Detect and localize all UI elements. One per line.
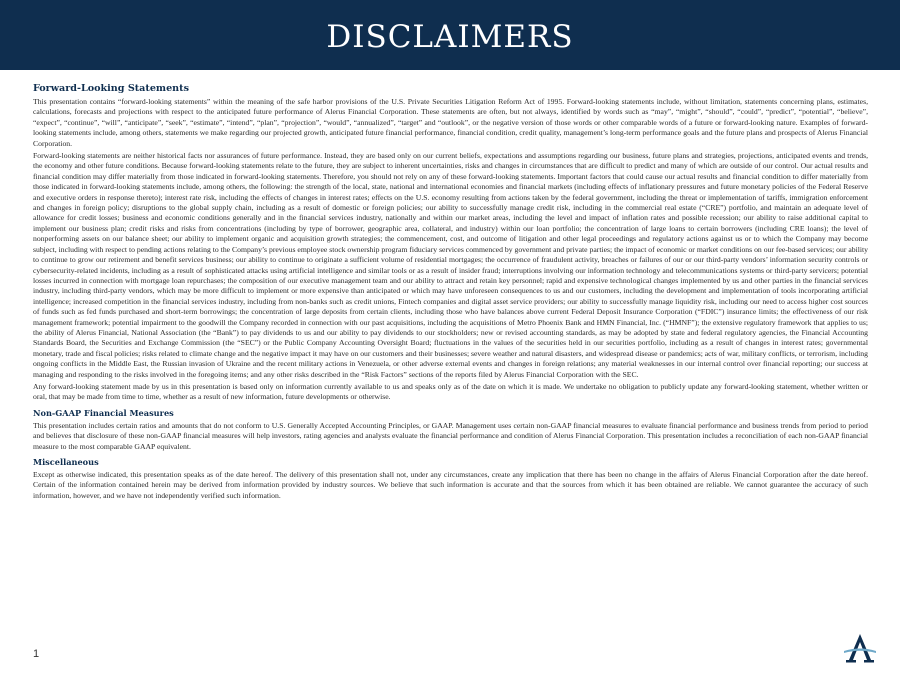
forward-looking-paragraph-2: Forward-looking statements are neither historical facts nor assurances of future performance. Instead, they are based only on our current beliefs, expectations and assumptions regarding our business, future plans and strategies, projections, anticipated events and trends, the economy and other future conditions. Because forward-looking statements relate to the future, they are subject to inherent uncertainties, risks and changes in circumstances that are difficult to predict and many of which are outside of our control. Our actual results and financial condition may differ materially from those indicated in forward-looking statements. Therefore, you should not rely on any of these forward-looking statements. Important factors that could cause our actual results and financial condition to differ materially from those indicated in forward-looking statements include, among others, the following: the strength of the local, state, national and international economies and financial markets (including effects of inflationary pressures and future monetary policies of the Federal Reserve and executive orders in response thereto); interest rate risk, including the effects of changes in interest rates; effects on the U.S. economy resulting from actions taken by the federal government, including the threat or implementation of tariffs, immigration enforcement and changes in foreign policy; disruptions to the global supply chain, including as a result of domestic or foreign policies; our ability to successfully manage credit risk, including in the commercial real estate (“CRE”) portfolio, and maintain an adequate level of allowance for credit losses; business and economic conditions generally and in the financial services industry, nationally and within our market areas, including the level and impact of inflation rates and possible recession; our ability to raise additional capital to implement our business plan; credit risks and risks from concentrations (including by type of borrower, geographic area, collateral, and industry) within our loan portfolio; the concentration of large loans to certain borrowers (including CRE loans); the level of nonperforming assets on our balance sheet; our ability to implement organic and acquisition growth strategies; the commencement, cost, and outcome of litigation and other legal proceedings and regulatory actions against us or to which the Company may become subject, including with respect to pending actions relating to the Company’s previous employee stock ownership program fiduciary services commenced by government and private parties; the impact of economic or market conditions on our fee-based services; our ability to continue to grow our retirement and benefit services business; our ability to continue to originate a sufficient volume of residential mortgages; the occurrence of fraudulent activity, breaches or failures of our or our third-party vendors’ information security controls or cybersecurity-related incidents, including as a result of sophisticated attacks using artificial intelligence and similar tools or as a result of insider fraud; interruptions involving our information technology and telecommunications systems or third-party servicers; potential losses incurred in connection with mortgage loan repurchases; the composition of our executive management team and our ability to attract and retain key personnel; rapid and expensive technological changes implemented by us and other parties in the financial services industry, including third-party vendors, which may be more difficult to implement or more expensive than anticipated or which may have unforeseen consequences to us and our customers, including the development and implementation of tools incorporating artificial intelligence; increased competition in the financial services industry, including from non-banks such as credit unions, Fintech companies and digital asset service providers; our ability to successfully manage liquidity risk, including our need to access higher cost sources of funds such as fed funds purchased and short-term borrowings; the concentration of large deposits from certain clients, including those who have balances above current Federal Deposit Insurance Corporation (“FDIC”) insurance limits; the effectiveness of our risk management framework; potential impairment to the goodwill the Company recorded in connection with our past acquisitions, including the acquisitions of Metro Phoenix Bank and HMN Financial, Inc. (“HMNF”); the extensive regulatory framework that applies to us; the ability of Alerus Financial, National Association (the “Bank”) to pay dividends to us and our ability to pay dividends to our stockholders; new or revised accounting standards, as may be adopted by state and federal regulatory agencies, the Financial Accounting Standards Board, the Securities and Exchange Commission (the “SEC”) or the Public Company Accounting Oversight Board; fluctuations in the values of the securities held in our securities portfolio, including as a result of changes in interest rates; governmental monetary, trade and fiscal policies; risks related to climate change and the negative impact it may have on our customers and their businesses; severe weather and natural disasters, and widespread disease or pandemics; acts of war, military conflicts, or terrorism, including ongoing conflicts in the Middle East, the Russian invasion of Ukraine and the recent military actions in Venezuela, or other adverse external events and changes in foreign relations; any material weaknesses in our internal control over financial reporting; our success at managing and responding to the risks involved in the foregoing items; and any other risks described in the “Risk Factors” sections of the reports filed by Alerus Financial Corporation with the SEC.	[33, 151, 868, 379]
forward-looking-heading: Forward-Looking Statements	[33, 83, 189, 94]
page-number: 1	[33, 648, 40, 660]
non-gaap-heading: Non-GAAP Financial Measures	[33, 407, 174, 418]
alerus-a-logo-icon	[840, 632, 880, 664]
miscellaneous-heading: Miscellaneous	[33, 457, 99, 467]
forward-looking-paragraph-3: Any forward-looking statement made by us in this presentation is based only on information currently available to us and speaks only as of the date on which it is made. We undertake no obligation to publicly update any forward-looking statement, whether written or oral, that may be made from time to time, whether as a result of new information, future developments or otherwise.	[33, 381, 868, 402]
title-banner	[0, 0, 900, 70]
forward-looking-paragraph-1: This presentation contains “forward-looking statements” within the meaning of the safe harbor provisions of the U.S. Private Securities Litigation Reform Act of 1995. Forward-looking statements include, without limitation, statements concerning plans, estimates, calculations, forecasts and projections with respect to the anticipated future performance of Alerus Financial Corporation. These statements are often, but not always, identified by words such as “may”, “might”, “should”, “could”, “predict”, “potential”, “believe”, “expect”, “continue”, “will”, “anticipate”, “seek”, “estimate”, “intend”, “plan”, “projection”, “would”, “annualized”, “target” and “outlook”, or the negative version of those words or other comparable words of a future or forward-looking nature. Examples of forward-looking statements include, among others, statements we make regarding our projected growth, anticipated future financial performance, financial condition, credit quality, management’s long-term performance goals and the future plans and prospects of Alerus Financial Corporation.	[33, 97, 868, 148]
non-gaap-paragraph: This presentation includes certain ratios and amounts that do not conform to U.S. Generally Accepted Accounting Principles, or GAAP. Management uses certain non-GAAP financial measures to evaluate financial performance and business trends from period to period and believes that disclosure of these non-GAAP financial measures will help investors, rating agencies and analysts evaluate the financial performance and condition of Alerus Financial Corporation. This presentation includes a reconciliation of each non-GAAP financial measure to the most comparable GAAP equivalent.	[33, 420, 868, 451]
page-title: DISCLAIMERS	[326, 19, 574, 55]
miscellaneous-paragraph: Except as otherwise indicated, this presentation speaks as of the date hereof. The delivery of this presentation shall not, under any circumstances, create any implication that there has been no change in the affairs of Alerus Financial Corporation after the date hereof. Certain of the information contained herein may be derived from information provided by industry sources. We believe that such information is accurate and that the sources from which it has been obtained are reliable. We cannot guarantee the accuracy of such information, however, and we have not independently verified such information.	[33, 470, 868, 500]
disclaimer-body	[33, 83, 868, 503]
